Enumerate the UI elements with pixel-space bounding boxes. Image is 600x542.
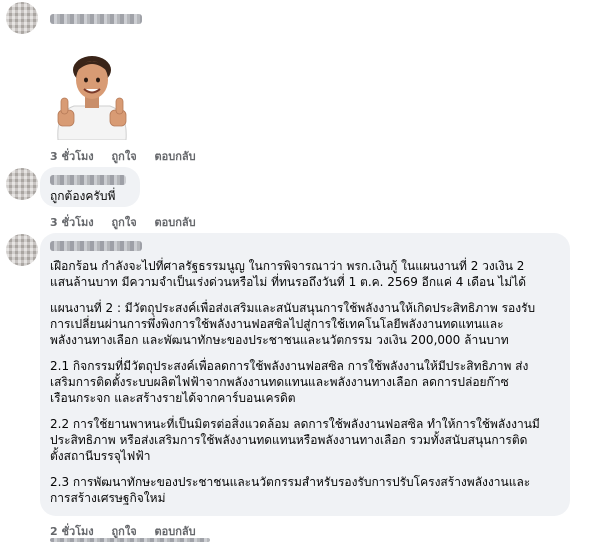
- thumbs-up-sticker: [48, 50, 136, 140]
- comment-actions: [50, 213, 210, 231]
- commenter-avatar[interactable]: [6, 2, 38, 34]
- comment-line: ตั้งสถานีบรรจุไฟฟ้า: [50, 449, 151, 463]
- comment-time[interactable]: 3 ชั่วโมง: [50, 150, 94, 163]
- comment-bubble: [40, 167, 140, 207]
- comment-bubble: [40, 233, 570, 516]
- commenter-name-redacted[interactable]: [50, 14, 142, 24]
- commenter-avatar[interactable]: [6, 168, 38, 200]
- commenter-name-redacted[interactable]: [50, 241, 142, 251]
- comment-line: เรือนกระจก และสร้างรายได้จากคาร์บอนเครดิต: [50, 391, 296, 405]
- like-button[interactable]: ถูกใจ: [111, 525, 137, 538]
- like-button[interactable]: ถูกใจ: [111, 216, 137, 229]
- reply-button[interactable]: ตอบกลับ: [154, 216, 196, 229]
- next-comment-redacted: [50, 538, 210, 542]
- comment-line: เสริมการติดตั้งระบบผลิตไฟฟ้าจากพลังงานทดแทนและพลังงานทางเลือก ลดการปล่อยก๊าซ: [50, 375, 509, 389]
- comment-line: เฝือกร้อน กำลังจะไปที่ศาลรัฐธรรมนูญ ในการพิจารณาว่า พรก.เงินกู้ ในแผนงานที่ 2 วงเงิน 2: [50, 259, 525, 273]
- comment-line: 2.3 การพัฒนาทักษะของประชาชนและนวัตกรรมสำหรับรองรับการปรับโครงสร้างพลังงานและ: [50, 475, 531, 489]
- comment-line: 2.2 การใช้ยานพาหนะที่เป็นมิตรต่อสิ่งแวดล้อม ลดการใช้พลังงานฟอสซิล ทำให้การใช้พลังงานมี: [50, 417, 540, 431]
- reply-button[interactable]: ตอบกลับ: [154, 150, 196, 163]
- comment-time[interactable]: 2 ชั่วโมง: [50, 525, 94, 538]
- comment-actions: [50, 147, 210, 165]
- commenter-avatar[interactable]: [6, 234, 38, 266]
- commenter-name-redacted[interactable]: [50, 175, 126, 185]
- comment-line: 2.1 กิจกรรมที่มีวัตถุประสงค์เพื่อลดการใช้พลังงานฟอสซิล การใช้พลังงานให้มีประสิทธิภาพ ส่ง: [50, 359, 529, 373]
- comment-line: การสร้างเศรษฐกิจใหม่: [50, 491, 166, 505]
- comment-line: การเปลี่ยนผ่านการพึ่งพิงการใช้พลังงานฟอสซิลไปสู่การใช้เทคโนโลยีพลังงานทดแทนและ: [50, 317, 504, 331]
- comment-line: ประสิทธิภาพ หรือส่งเสริมการใช้พลังงานทดแทนหรือพลังงานทางเลือก รวมทั้งสนับสนุนการติด: [50, 433, 528, 447]
- comment-line: พลังงานทางเลือก และพัฒนาทักษะของประชาชนและนวัตกรรม วงเงิน 200,000 ล้านบาท: [50, 333, 509, 347]
- like-button[interactable]: ถูกใจ: [111, 150, 137, 163]
- comment-time[interactable]: 3 ชั่วโมง: [50, 216, 94, 229]
- reply-button[interactable]: ตอบกลับ: [154, 525, 196, 538]
- comment-line: แสนล้านบาท มีความจำเป็นเร่งด่วนหรือไม่ ที่ทนรอถึงวันที่ 1 ต.ค. 2569 อีกแค่ 4 เดือน ไม่ได้: [50, 275, 527, 289]
- comment-line: แผนงานที่ 2 : มีวัตถุประสงค์เพื่อส่งเสริมและสนับสนุนการใช้พลังงานให้เกิดประสิทธิภาพ รองรับ: [50, 301, 536, 315]
- comment-text: ถูกต้องครับพี่: [50, 189, 116, 203]
